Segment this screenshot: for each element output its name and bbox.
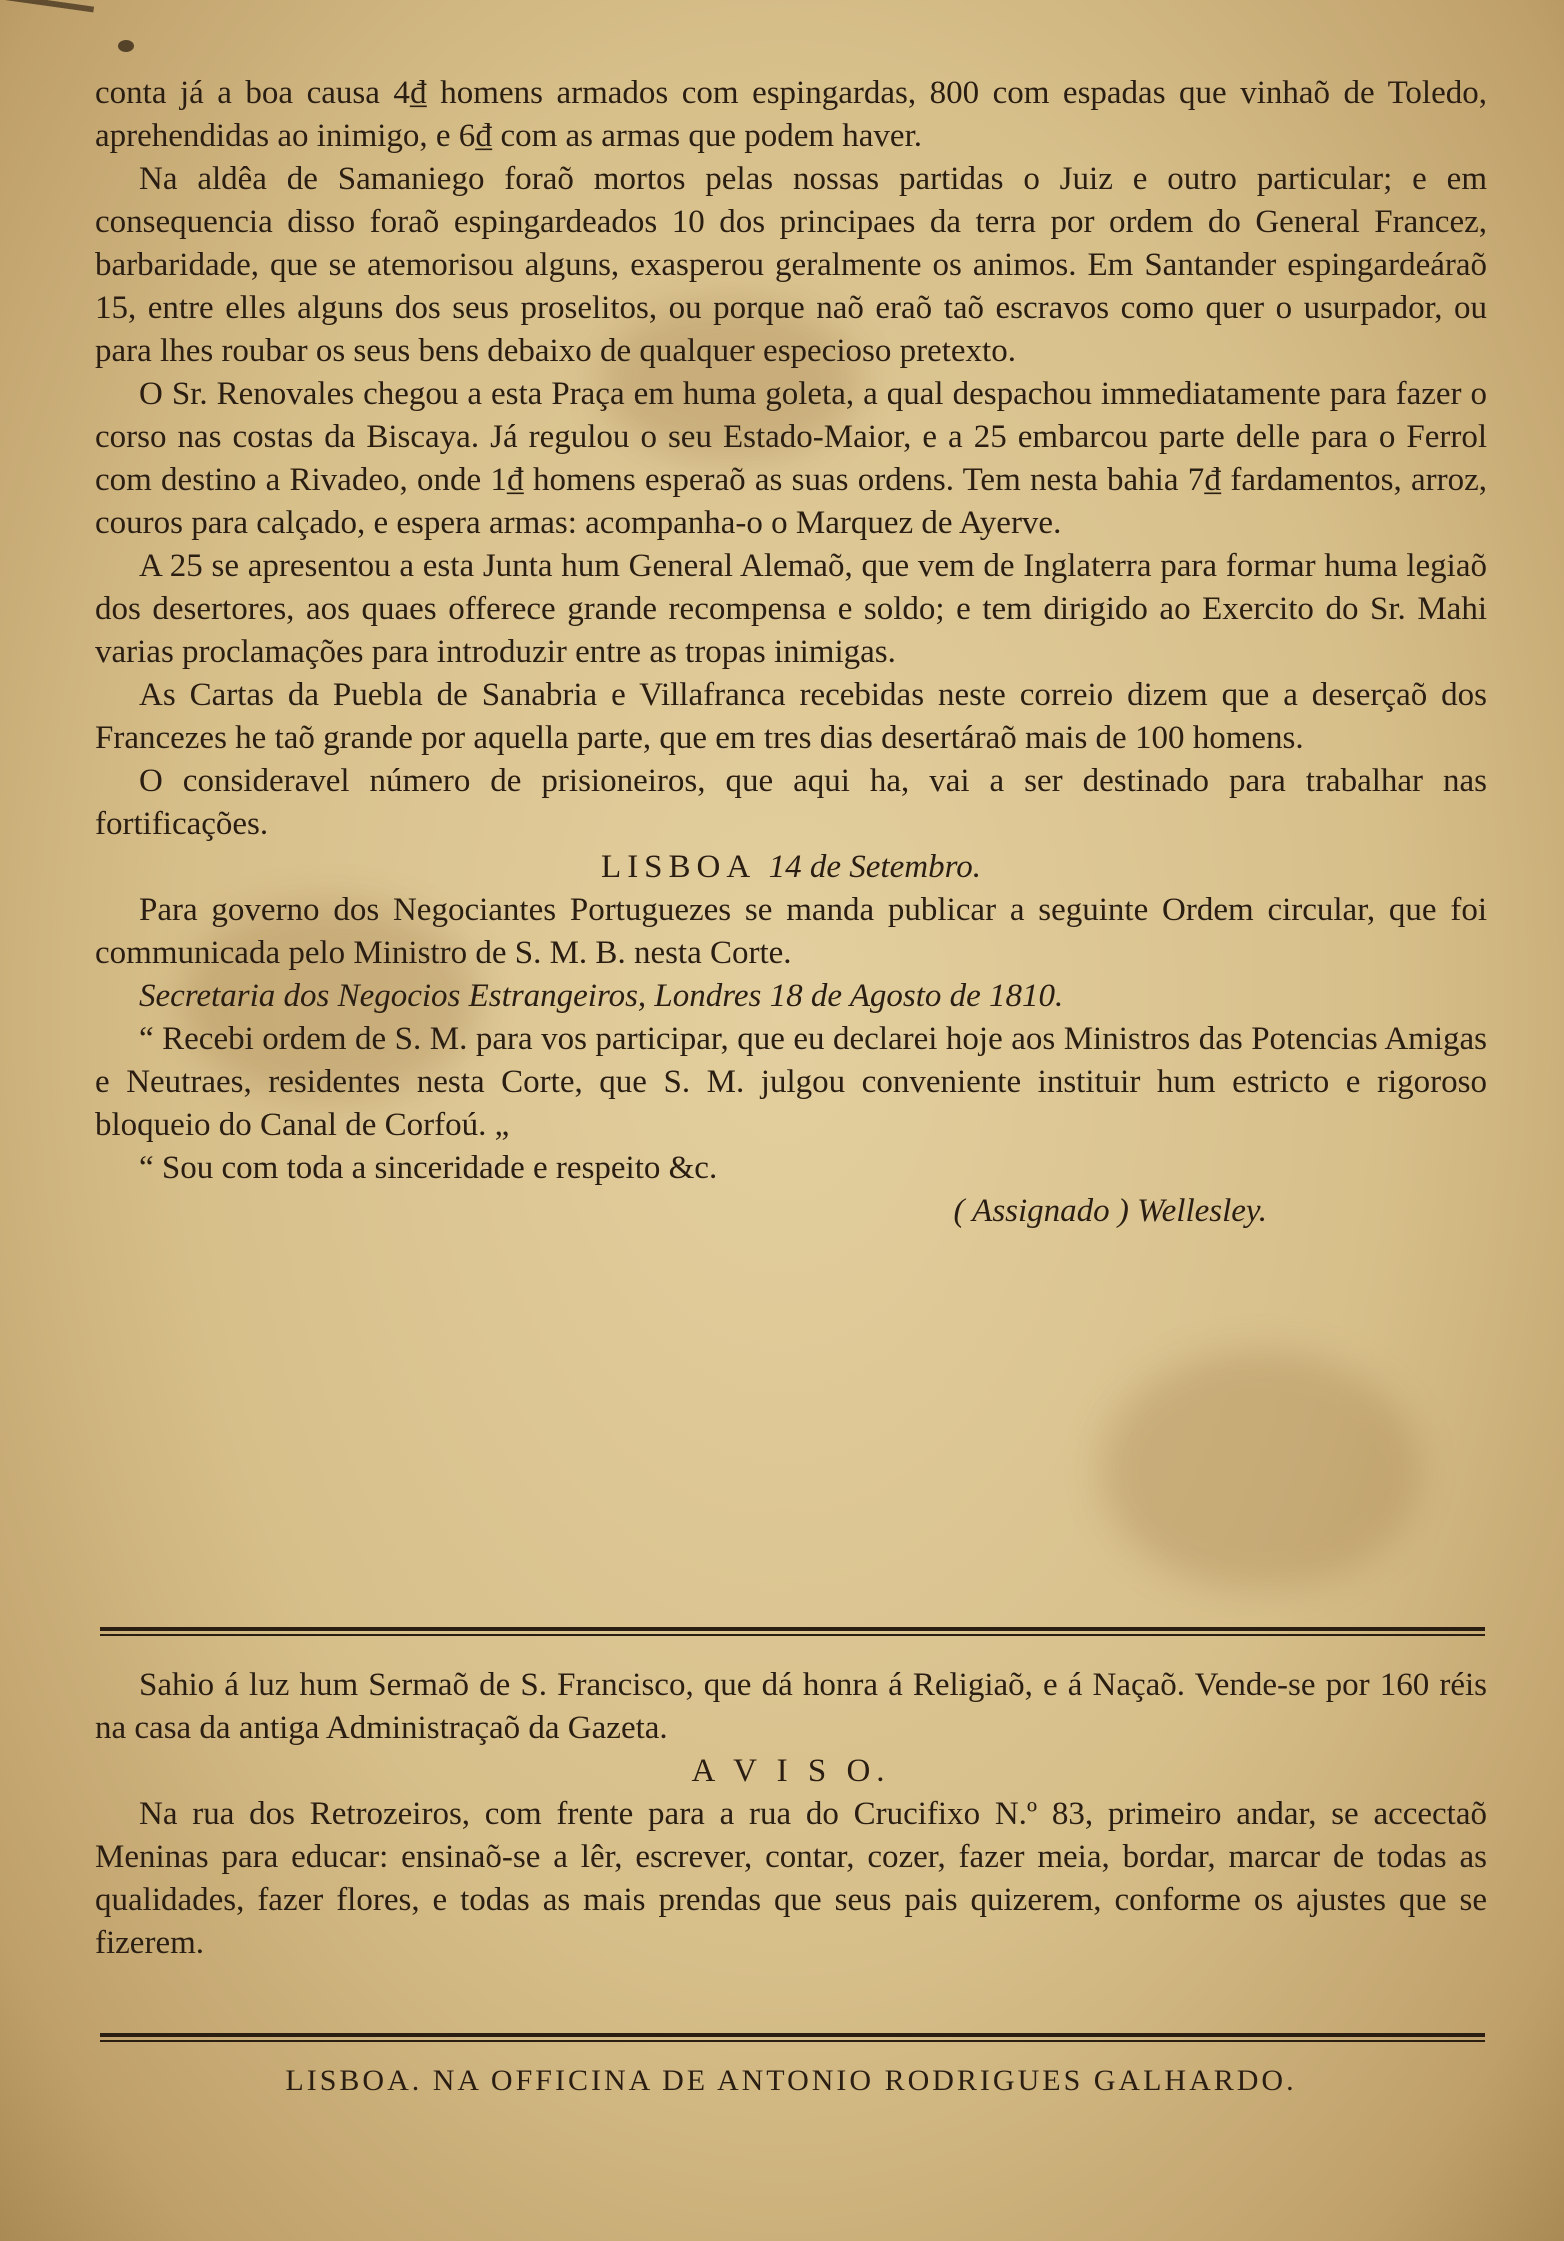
signature-line: ( Assignado ) Wellesley. — [953, 1193, 1267, 1229]
footer-divider-thin — [100, 2040, 1485, 2042]
printer-imprint: LISBOA. NA OFFICINA DE ANTONIO RODRIGUES GALHARDO. — [285, 2064, 1297, 2097]
aviso-heading: A V I S O. — [691, 1753, 891, 1789]
article-text — [95, 72, 1487, 1233]
paragraph-negociantes: Para governo dos Negociantes Portuguezes se manda publicar a seguinte Ordem circular, que foi communicada pelo Ministro de S. M. B. nesta Corte. — [95, 892, 1487, 971]
corner-ink-mark — [0, 0, 94, 72]
dateline-heading — [95, 846, 1487, 889]
dateline-date: 14 de Setembro. — [768, 849, 981, 885]
paragraph-sermao: Sahio á luz hum Sermaõ de S. Francisco, que dá honra á Religiaõ, e á Naçaõ. Vende-se por 160 réis na casa da antiga Administraçaõ da Gazeta. — [95, 1667, 1487, 1746]
paragraph-continuation: conta já a boa causa 4₫ homens armados com espingardas, 800 com espadas que vinhaõ de Toledo, aprehendidas ao inimigo, e 6₫ com as armas que podem haver. — [95, 75, 1487, 154]
paragraph-samaniego: Na aldêa de Samaniego foraõ mortos pelas nossas partidas o Juiz e outro particular; e em consequencia disso foraõ espingardeados 10 dos principaes da terra por ordem do General Francez, barbaridade, que se atemorisou alguns, exasperou geralmente os animos. Em Santander espingardeáraõ 15, entre elles alguns dos seus proselitos, ou porque naõ eraõ taõ escravos como quer o usurpador, ou para lhes roubar os seus bens debaixo de qualquer especioso pretexto. — [95, 161, 1487, 369]
paragraph-aviso: Na rua dos Retrozeiros, com frente para a rua do Crucifixo N.º 83, primeiro andar, se accectaõ Meninas para educar: ensinaõ-se a lêr, escrever, contar, cozer, fazer meia, bordar, marcar de todas as qualidades, fazer flores, e todas as mais prendas que seus pais quizerem, conforme os ajustes que se fizerem. — [95, 1796, 1487, 1961]
paragraph-secretaria: Secretaria dos Negocios Estrangeiros, Londres 18 de Agosto de 1810. — [139, 978, 1064, 1014]
notices-text — [95, 1664, 1487, 1965]
footer-divider — [100, 2033, 1485, 2037]
section-divider — [100, 1627, 1485, 1631]
paragraph-prisioneiros: O consideravel número de prisioneiros, que aqui ha, vai a ser destinado para trabalhar nas fortificações. — [95, 763, 1487, 842]
paragraph-renovales: O Sr. Renovales chegou a esta Praça em huma goleta, a qual despachou immediatamente para fazer o corso nas costas da Biscaya. Já regulou o seu Estado-Maior, e a 25 embarcou parte delle para o Ferrol com destino a Rivadeo, onde 1₫ homens esperaõ as suas ordens. Tem nesta bahia 7₫ fardamentos, arroz, couros para calçado, e espera armas: acompanha-o o Marquez de Ayerve. — [95, 376, 1487, 541]
section-divider-thin — [100, 1634, 1485, 1636]
ink-dot — [118, 40, 134, 52]
paper-stain — [1100, 1350, 1420, 1590]
paragraph-cartas: As Cartas da Puebla de Sanabria e Villafranca recebidas neste correio dizem que a deserçaõ dos Francezes he taõ grande por aquella parte, que em tres dias desertáraõ mais de 100 homens. — [95, 677, 1487, 756]
dateline-city: LISBOA — [601, 849, 755, 885]
paragraph-general-alemao: A 25 se apresentou a esta Junta hum General Alemaõ, que vem de Inglaterra para formar huma legiaõ dos desertores, aos quaes offerece grande recompensa e soldo; e tem dirigido ao Exercito do Sr. Mahi varias proclamações para introduzir entre as tropas inimigas. — [95, 548, 1487, 670]
paragraph-closing: “ Sou com toda a sinceridade e respeito &c. — [139, 1150, 718, 1186]
paragraph-circular-quote: “ Recebi ordem de S. M. para vos participar, que eu declarei hoje aos Ministros das Potencias Amigas e Neutraes, residentes nesta Corte, que S. M. julgou conveniente instituir hum estricto e rigoroso bloqueio do Canal de Corfoú. „ — [95, 1021, 1487, 1143]
